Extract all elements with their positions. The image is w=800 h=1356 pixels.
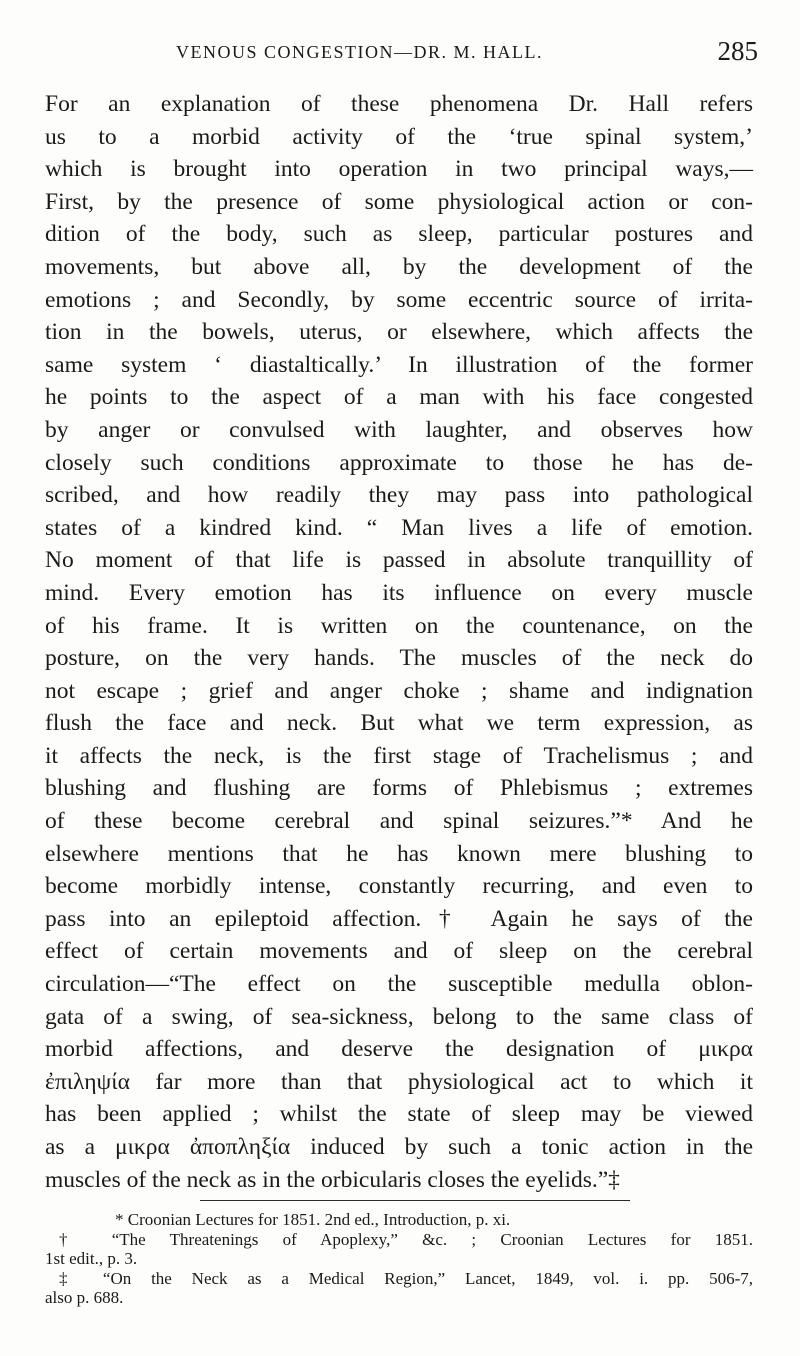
footnotes [45,1210,753,1308]
text-line: has been applied ; whilst the state of sleep may be viewed [45,1101,753,1128]
text-line: tion in the bowels, uterus, or elsewhere, which affects the [45,319,753,346]
text-line: as a μικρα ἀποπληξία induced by such a tonic action in the [45,1134,753,1160]
footnote-line: also p. 688. [45,1288,124,1307]
text-line: effect of certain movements and of sleep on the cerebral [45,938,753,965]
text-line: states of a kindred kind. “ Man lives a life of emotion. [45,514,753,541]
text-line: flush the face and neck. But what we term expression, as [45,710,753,737]
text-line: circulation—“The effect on the susceptible medulla oblon- [45,971,753,998]
text-line: elsewhere mentions that he has known mere blushing to [45,840,753,867]
text-line: scribed, and how readily they may pass into pathological [45,482,753,509]
text-line: mind. Every emotion has its influence on every muscle [45,579,753,606]
footnote-line: ‡ “On the Neck as a Medical Region,” Lancet, 1849, vol. i. pp. 506-7, [59,1268,753,1288]
page-number: 285 [717,36,758,66]
text-line: pass into an epileptoid affection.† Again he says of the [45,905,753,932]
text-line: morbid affections, and deserve the designation of μικρα [45,1036,753,1063]
footnote-line: 1st edit., p. 3. [45,1249,138,1268]
text-line: same system ‘ diastaltically.’ In illustration of the former [45,351,753,378]
running-head: VENOUS CONGESTION—DR. M. HALL. [176,42,543,62]
text-line: muscles of the neck as in the orbicularis closes the eyelids.”‡ [45,1166,620,1193]
text-line: movements, but above all, by the development of the [45,253,753,280]
body-text [45,88,753,1196]
text-line: of these become cerebral and spinal seizures.”* And he [45,808,753,835]
text-line: become morbidly intense, constantly recurring, and even to [45,873,753,900]
footnote-divider [200,1200,630,1201]
text-line: emotions ; and Secondly, by some eccentric source of irrita- [45,286,753,313]
page-header [40,36,758,76]
text-line: First, by the presence of some physiological action or con- [45,188,753,215]
footnote-line: † “The Threatenings of Apoplexy,” &c. ; Croonian Lectures for 1851. [59,1229,753,1249]
text-line: which is brought into operation in two principal ways,— [45,156,753,183]
text-line: For an explanation of these phenomena Dr. Hall refers [45,91,753,117]
text-line: not escape ; grief and anger choke ; shame and indignation [45,677,753,704]
text-line: of his frame. It is written on the countenance, on the [45,612,753,639]
text-line: dition of the body, such as sleep, particular postures and [45,221,753,248]
text-line: ἐπιληψία far more than that physiological act to which it [45,1068,753,1095]
text-line: by anger or convulsed with laughter, and observes how [45,416,753,443]
text-line: us to a morbid activity of the ‘true spinal system,’ [45,123,753,150]
text-line: No moment of that life is passed in absolute tranquillity of [45,547,753,574]
text-line: he points to the aspect of a man with his face congested [45,384,753,411]
text-line: closely such conditions approximate to those he has de- [45,449,753,476]
text-line: gata of a swing, of sea-sickness, belong to the same class of [45,1003,753,1030]
text-line: it affects the neck, is the first stage of Trachelismus ; and [45,742,753,769]
text-line: blushing and flushing are forms of Phlebismus ; extremes [45,775,753,802]
footnote-line: * Croonian Lectures for 1851. 2nd ed., Introduction, p. xi. [115,1210,511,1229]
text-line: posture, on the very hands. The muscles of the neck do [45,645,753,672]
